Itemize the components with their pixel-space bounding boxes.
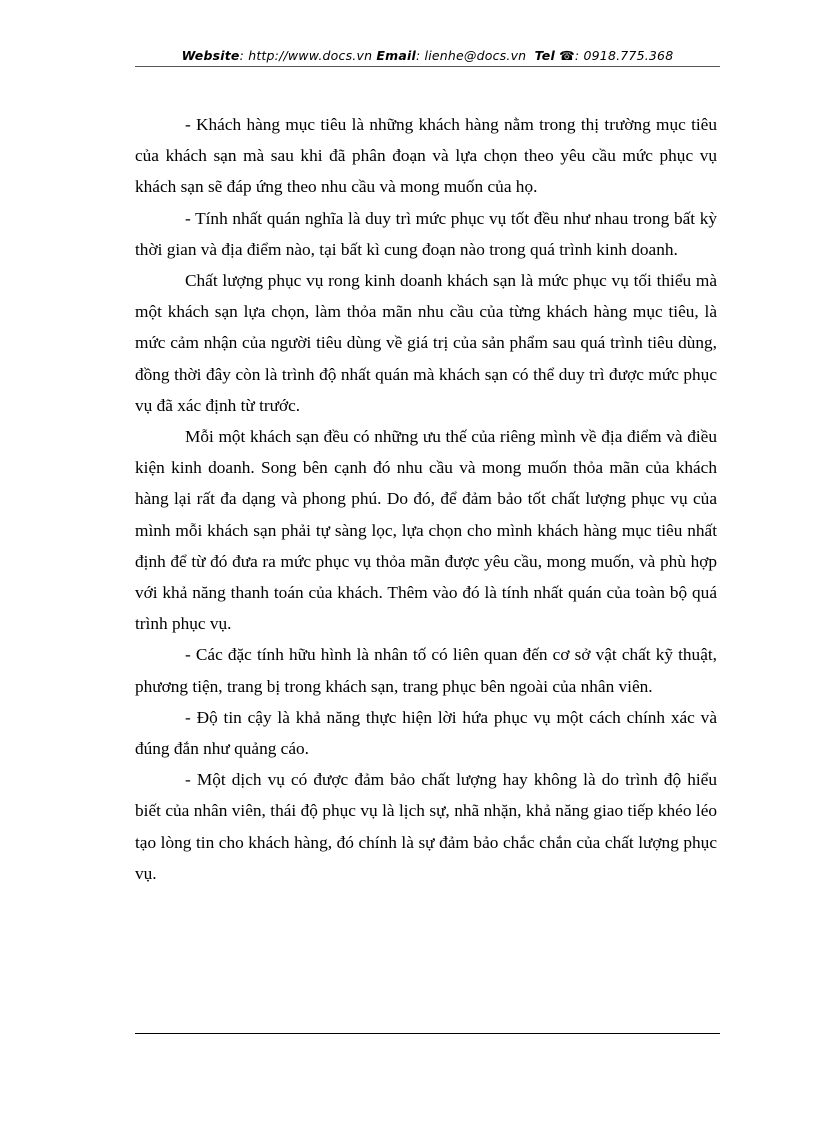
paragraph-assurance: - Một dịch vụ có được đảm bảo chất lượng hay không là do trình độ hiểu biết của nhân viên, thái độ phục vụ là lịch sự, nhã nhặn, khả năng giao tiếp khéo léo tạo lòng tin cho khách hàng, đó chính là sự đảm bảo chắc chắn của chất lượng phục vụ. [135,770,717,883]
footer-divider [135,1033,720,1034]
tel-label: Tel [534,48,555,63]
paragraph-tangibles: - Các đặc tính hữu hình là nhân tố có liên quan đến cơ sở vật chất kỹ thuật, phương tiện, trang bị trong khách sạn, trang phục bên ngoài của nhân viên. [135,645,717,696]
tel-value: : 0918.775.368 [574,48,674,63]
document-body [135,109,717,889]
email-value: : lienhe@docs.vn [415,48,527,63]
paragraph-reliability: - Độ tin cậy là khả năng thực hiện lời hứa phục vụ một cách chính xác và đúng đắn như quảng cáo. [135,707,717,759]
paragraph-service-quality: Chất lượng phục vụ rong kinh doanh khách sạn là mức phục vụ tối thiểu mà một khách sạn lựa chọn, làm thỏa mãn nhu cầu của từng khách hàng mục tiêu, là mức cảm nhận của người tiêu dùng về giá trị của sản phẩm sau quá trình tiêu dùng, đồng thời đây còn là trình độ nhất quán mà khách sạn có thể duy trì được mức phục vụ đã xác định từ trước. [135,271,717,415]
website-value: : http://www.docs.vn [239,48,373,63]
phone-icon: ☎ [559,48,575,63]
paragraph-target-customers: - Khách hàng mục tiêu là những khách hàng nằm trong thị trường mục tiêu của khách sạn mà sau khi đã phân đoạn và lựa chọn theo yêu cầu mức phục vụ khách sạn sẽ đáp ứng theo nhu cầu và mong muốn của họ. [135,115,717,197]
website-label: Website [181,48,240,63]
page-header [135,46,720,67]
paragraph-hotel-advantages: Mỗi một khách sạn đều có những ưu thế của riêng mình về địa điểm và điều kiện kinh doanh. Song bên cạnh đó nhu cầu và mong muốn thỏa mãn của khách hàng lại rất đa dạng và phong phú. Do đó, để đảm bảo tốt chất lượng phục vụ của mình mỗi khách sạn phải tự sàng lọc, lựa chọn cho mình khách hàng mục tiêu nhất định để từ đó đưa ra mức phục vụ thỏa mãn được yêu cầu, mong muốn, và phù hợp với khả năng thanh toán của khách. Thêm vào đó là tính nhất quán của toàn bộ quá trình phục vụ. [135,427,717,634]
email-label: Email [376,48,416,63]
paragraph-consistency: - Tính nhất quán nghĩa là duy trì mức phục vụ tốt đều như nhau trong bất kỳ thời gian và địa điểm nào, tại bất kì cung đoạn nào trong quá trình kinh doanh. [135,208,717,259]
